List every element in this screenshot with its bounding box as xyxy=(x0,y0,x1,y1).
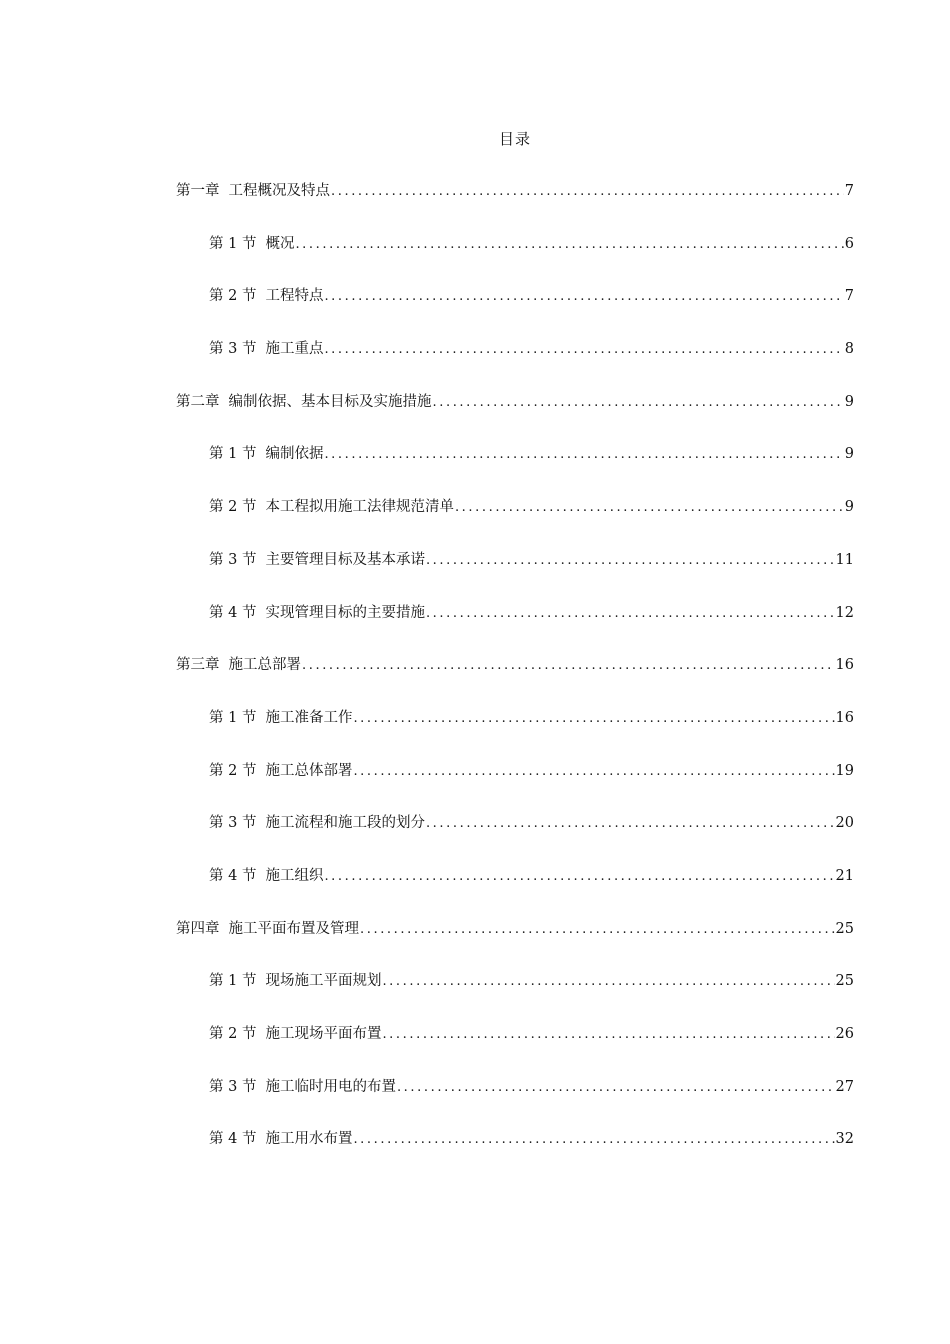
toc-section-entry[interactable] xyxy=(176,231,854,284)
entry-label: 施工流程和施工段的划分 xyxy=(265,815,425,832)
entry-page-number: 20 xyxy=(835,815,854,832)
toc-section-entry[interactable] xyxy=(176,600,854,653)
entry-number: 第 3 节 xyxy=(209,815,257,832)
entry-label: 施工准备工作 xyxy=(265,709,353,726)
entry-number: 第 3 节 xyxy=(209,1078,257,1095)
entry-page-number: 6 xyxy=(844,235,854,252)
entry-number: 第 2 节 xyxy=(209,499,257,516)
toc-section-entry[interactable] xyxy=(176,705,854,758)
dot-leader xyxy=(353,706,834,732)
dot-leader xyxy=(426,601,835,627)
entry-page-number: 21 xyxy=(835,867,854,884)
entry-label: 工程概况及特点 xyxy=(228,183,330,199)
dot-leader xyxy=(382,969,834,995)
dot-leader xyxy=(353,1127,834,1153)
dot-leader xyxy=(455,495,844,521)
entry-label: 现场施工平面规划 xyxy=(265,973,382,990)
entry-page-number: 32 xyxy=(835,1131,854,1148)
toc-title: 目录 xyxy=(498,130,531,148)
toc-section-entry[interactable] xyxy=(176,336,854,389)
entry-number: 第 4 节 xyxy=(209,604,257,621)
dot-leader xyxy=(353,759,834,785)
toc-section-entry[interactable] xyxy=(176,1074,854,1127)
entry-number: 第 2 节 xyxy=(209,288,257,305)
entry-label: 编制依据 xyxy=(265,446,324,463)
entry-label: 施工用水布置 xyxy=(265,1131,353,1148)
entry-page-number: 9 xyxy=(844,393,854,410)
dot-leader xyxy=(360,917,835,943)
entry-number: 第 1 节 xyxy=(209,709,257,726)
toc-section-entry[interactable] xyxy=(176,1126,854,1179)
entry-page-number: 12 xyxy=(835,604,854,621)
entry-page-number: 16 xyxy=(835,657,854,674)
entry-label: 施工现场平面布置 xyxy=(265,1026,382,1042)
entry-label: 施工临时用电的布置 xyxy=(265,1078,396,1095)
entry-page-number: 8 xyxy=(844,341,854,358)
entry-number: 第 1 节 xyxy=(209,973,257,990)
entry-number: 第 1 节 xyxy=(209,446,257,463)
entry-label: 施工重点 xyxy=(265,341,324,358)
dot-leader xyxy=(426,548,835,574)
dot-leader xyxy=(382,1022,834,1048)
toc-section-entry[interactable] xyxy=(176,441,854,494)
entry-label: 施工组织 xyxy=(265,867,324,884)
toc-section-entry[interactable] xyxy=(176,863,854,916)
dot-leader xyxy=(433,390,844,416)
entry-number: 第 1 节 xyxy=(209,235,257,252)
dot-leader xyxy=(295,232,843,258)
entry-label: 施工总体部署 xyxy=(265,762,353,779)
entry-number: 第 4 节 xyxy=(209,1131,257,1148)
toc-section-entry[interactable] xyxy=(176,494,854,547)
entry-number: 第 2 节 xyxy=(209,762,257,779)
entry-page-number: 9 xyxy=(844,446,854,463)
entry-number: 第四章 xyxy=(176,920,220,937)
dot-leader xyxy=(397,1075,835,1101)
toc-section-entry[interactable] xyxy=(176,968,854,1021)
entry-label: 实现管理目标的主要措施 xyxy=(265,604,425,621)
toc-chapter-entry[interactable] xyxy=(176,389,854,442)
dot-leader xyxy=(331,179,844,205)
entry-page-number: 9 xyxy=(844,499,854,516)
entry-page-number: 16 xyxy=(835,709,854,726)
entry-label: 施工平面布置及管理 xyxy=(228,920,359,937)
dot-leader xyxy=(324,442,843,468)
dot-leader xyxy=(324,337,843,363)
toc-section-entry[interactable] xyxy=(176,547,854,600)
toc-section-entry[interactable] xyxy=(176,810,854,863)
entry-page-number: 27 xyxy=(835,1078,854,1095)
entry-page-number: 7 xyxy=(844,288,854,305)
dot-leader xyxy=(426,811,835,837)
entry-page-number: 25 xyxy=(835,973,854,990)
dot-leader xyxy=(302,653,835,679)
entry-page-number: 19 xyxy=(835,762,854,779)
toc-chapter-entry[interactable] xyxy=(176,916,854,969)
entry-number: 第 3 节 xyxy=(209,551,257,568)
toc-section-entry[interactable] xyxy=(176,758,854,811)
toc-chapter-entry[interactable] xyxy=(176,178,854,231)
entry-label: 工程特点 xyxy=(265,288,324,305)
entry-label: 编制依据、基本目标及实施措施 xyxy=(228,393,432,410)
entry-page-number: 7 xyxy=(844,183,854,199)
entry-label: 本工程拟用施工法律规范清单 xyxy=(265,499,454,516)
toc-section-entry[interactable] xyxy=(176,283,854,336)
entry-label: 主要管理目标及基本承诺 xyxy=(265,551,425,568)
entry-number: 第 2 节 xyxy=(209,1026,257,1042)
entry-page-number: 11 xyxy=(835,551,854,568)
entry-label: 概况 xyxy=(265,235,295,252)
entry-label: 施工总部署 xyxy=(228,657,301,674)
dot-leader xyxy=(324,864,834,890)
toc-section-entry[interactable] xyxy=(176,1021,854,1074)
entry-number: 第 4 节 xyxy=(209,867,257,884)
entry-number: 第一章 xyxy=(176,183,220,199)
toc-chapter-entry[interactable] xyxy=(176,652,854,705)
entry-number: 第二章 xyxy=(176,393,220,410)
entry-number: 第三章 xyxy=(176,657,220,674)
entry-page-number: 26 xyxy=(835,1026,854,1042)
entry-number: 第 3 节 xyxy=(209,341,257,358)
table-of-contents xyxy=(176,178,854,1179)
entry-page-number: 25 xyxy=(835,920,854,937)
dot-leader xyxy=(324,284,843,310)
